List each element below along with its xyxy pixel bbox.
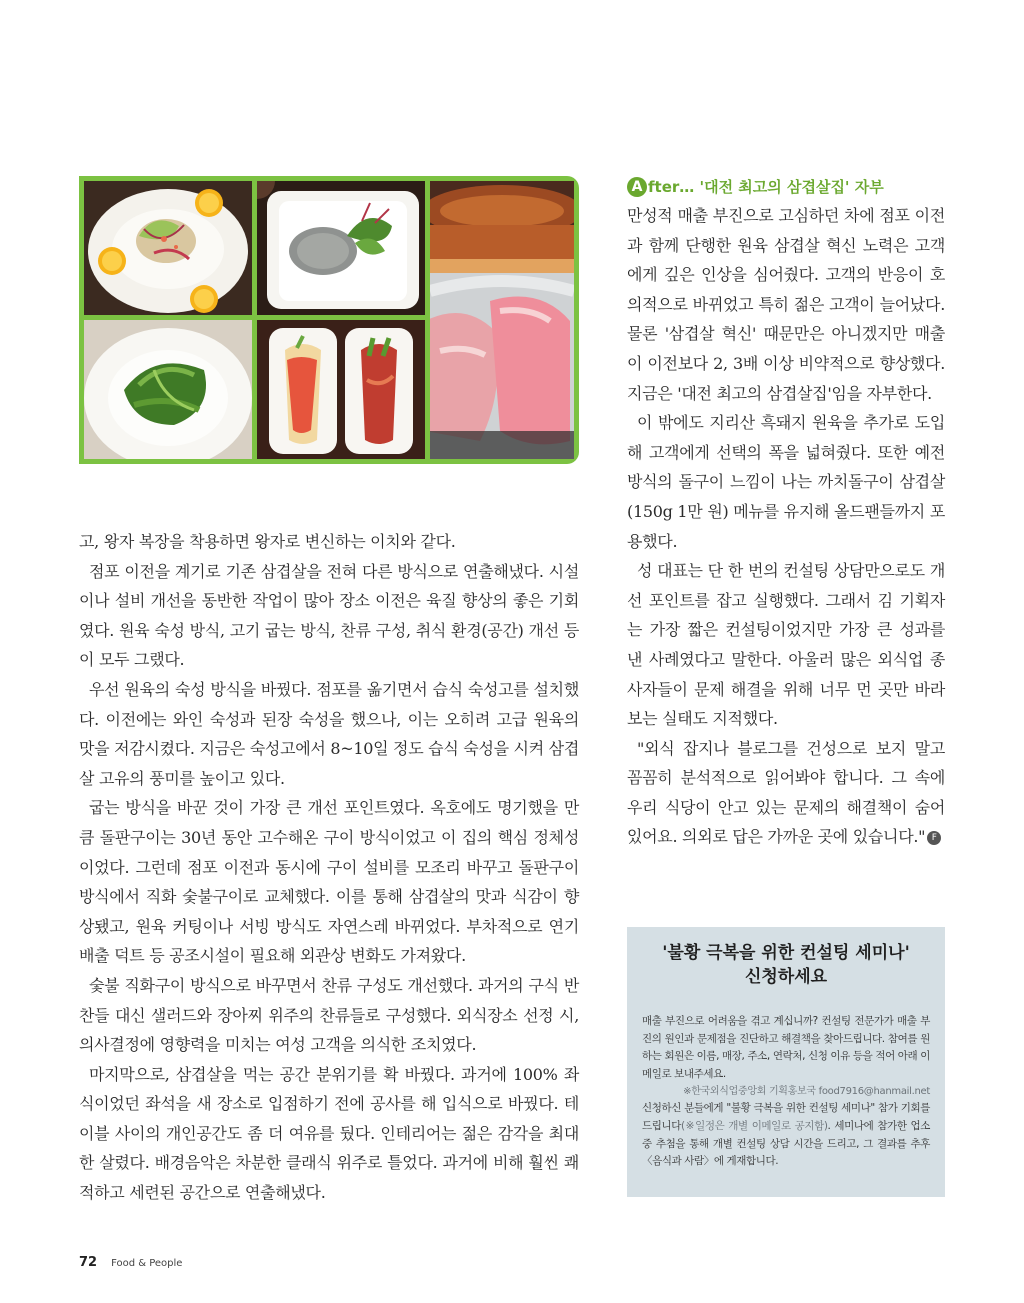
seminar-title-line2: 신청하세요 <box>744 967 828 987</box>
seminar-contact: ※한국외식업중앙회 기획홍보국 food7916@hanmail.net <box>683 1086 930 1098</box>
magazine-name: Food & People <box>111 1258 183 1269</box>
photo-collage <box>79 176 579 464</box>
seminar-body-2 <box>642 1100 930 1170</box>
seminar-note: (※일정은 개별 이메일로 공지함) <box>680 1119 828 1132</box>
left-paragraph-1: 고, 왕자 복장을 착용하면 왕자로 변신하는 이치와 같다. <box>79 532 456 551</box>
seminar-title <box>642 941 930 989</box>
photo-grill-pork <box>430 181 574 459</box>
right-paragraph-4 <box>627 734 945 852</box>
left-paragraph-3: 우선 원육의 숙성 방식을 바꿨다. 점포를 옮기면서 습식 숙성고를 설치했다. 이전에는 와인 숙성과 된장 숙성을 했으나, 이는 오히려 고급 원육의 맛을 저감시켰다. 지금은 숙성고에서 8~10일 정도 습식 숙성을 시켜 삼겹살 고유의 풍미를 높이고 있다. <box>79 679 579 788</box>
right-text-column <box>627 201 945 852</box>
left-text-column <box>79 527 579 1208</box>
left-paragraph-4: 굽는 방식을 바꾼 것이 가장 큰 개선 포인트였다. 옥호에도 명기했을 만큼 돌판구이는 30년 동안 고수해온 구이 방식이었고 이 집의 핵심 정체성이었다. 그런데 점포 이전과 동시에 구이 설비를 모조리 바꾸고 돌판구이 방식에서 직화 숯불구이로 교체했다. 이를 통해 삼겹살의 맛과 식감이 향상됐고, 원육 커팅이나 서빙 방식도 자연스레 바뀌었다. 부차적으로 연기 배출 덕트 등 공조시설이 필요해 외관상 변화도 가져왔다. <box>79 798 579 966</box>
article-end-icon: F <box>927 831 941 845</box>
seminar-body2-b: . 세미나에 참가한 업소 중 추첨을 통해 개별 컨설팅 상담 시간을 드리고, 그 결과를 추후 〈음식과 사람〉에 게재합니다. <box>642 1119 931 1168</box>
seminar-title-line1: '불황 극복을 위한 컨설팅 세미나' <box>662 943 910 963</box>
right-paragraph-1: 만성적 매출 부진으로 고심하던 차에 점포 이전과 함께 단행한 원육 삼겹살 혁신 노력은 고객에게 깊은 인상을 심어줬다. 고객의 반응이 호의적으로 바뀌었고 특히 젊은 고객이 늘어났다. 물론 '삼겹살 혁신' 때문만은 아니겠지만 매출이 이전보다 2, 3배 이상 비약적으로 향상했다. 지금은 '대전 최고의 삼겹살집'임을 자부한다. <box>627 206 945 403</box>
heading-badge: A <box>627 177 647 197</box>
photo-kimchi-plates <box>257 320 425 459</box>
photo-salad-orange <box>84 181 252 315</box>
quote-text: "외식 잡지나 블로그를 건성으로 보지 말고 꼼꼼히 분석적으로 읽어봐야 합니다. 그 속에 우리 식당이 안고 있는 문제의 해결책이 숨어 있어요. 의외로 답은 가까운 곳에 있습니다." <box>627 738 945 847</box>
after-section-heading <box>627 176 947 200</box>
photo-vegetable-plate <box>84 320 252 459</box>
heading-text: fter… '대전 최고의 삼겹살집' 자부 <box>648 178 884 196</box>
page-number: 72 <box>79 1255 98 1270</box>
left-paragraph-5: 숯불 직화구이 방식으로 바꾸면서 찬류 구성도 개선했다. 과거의 구식 반찬들 대신 샐러드와 장아찌 위주의 찬류들로 구성했다. 외식장소 선정 시, 의사결정에 영향력을 미치는 여성 고객을 의식한 조치였다. <box>79 975 579 1055</box>
page-footer <box>79 1251 182 1270</box>
seminar-box <box>627 927 945 1197</box>
photo-sauce-greens <box>257 181 425 315</box>
right-paragraph-2: 이 밖에도 지리산 흑돼지 원육을 추가로 도입해 고객에게 선택의 폭을 넓혀줬다. 또한 예전 방식의 돌구이 느낌이 나는 까치돌구이 삼겹살(150g 1만 원) 메뉴를 유지해 올드팬들까지 포용했다. <box>627 413 945 551</box>
seminar-body: 매출 부진으로 어려움을 겪고 계십니까? 컨설팅 전문가가 매출 부진의 원인과 문제점을 진단하고 해결책을 찾아드립니다. 참여를 원하는 회원은 이름, 매장, 주소, 연락처, 신청 이유 등을 적어 아래 이메일로 보내주세요. <box>642 1015 930 1080</box>
left-paragraph-2: 점포 이전을 계기로 기존 삼겹살을 전혀 다른 방식으로 연출해냈다. 시설이나 설비 개선을 동반한 작업이 많아 장소 이전은 육질 향상의 좋은 기회였다. 원육 숙성 방식, 고기 굽는 방식, 찬류 구성, 취식 환경(공간) 개선 등이 모두 그랬다. <box>79 561 579 670</box>
right-paragraph-3: 성 대표는 단 한 번의 컨설팅 상담만으로도 개선 포인트를 잡고 실행했다. 그래서 김 기획자는 가장 짧은 컨설팅이었지만 가장 큰 성과를 낸 사례였다고 말한다. 아울러 많은 외식업 종사자들이 문제 해결을 위해 너무 먼 곳만 바라보는 실태도 지적했다. <box>627 561 945 729</box>
seminar-body2-a: 신청하신 분들에게 "불황 극복을 위한 컨설팅 세미나" 참가 기회를 드립니다 <box>642 1102 930 1132</box>
left-paragraph-6: 마지막으로, 삼겹살을 먹는 공간 분위기를 확 바꿨다. 과거에 100% 좌식이었던 좌석을 새 장소로 입점하기 전에 공사를 해 입식으로 바꿨다. 테이블 사이의 개인공간도 좀 더 여유를 뒀다. 인테리어는 젊은 감각을 최대한 살렸다. 배경음악은 차분한 클래식 위주로 틀었다. 과거에 비해 훨씬 쾌적하고 세련된 공간으로 연출해냈다. <box>79 1064 579 1203</box>
